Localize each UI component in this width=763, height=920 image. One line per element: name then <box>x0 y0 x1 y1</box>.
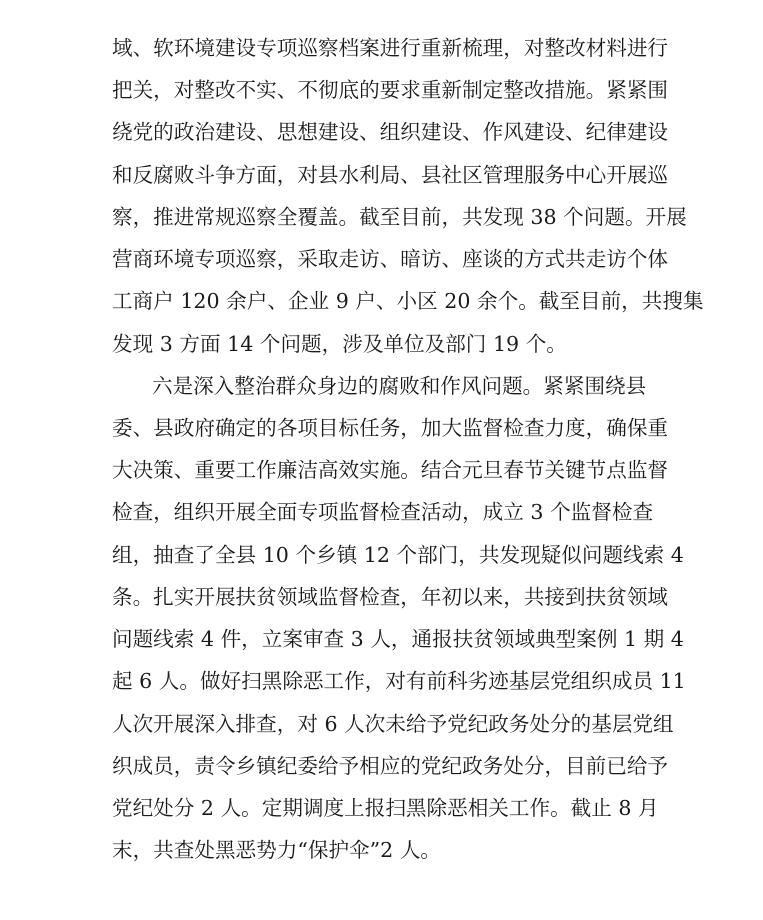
text-line: 营商环境专项巡察，采取走访、暗访、座谈的方式共走访个体 <box>112 247 669 271</box>
text-line: 条。扎实开展扶贫领域监督检查，年初以来，共接到扶贫领域 <box>112 585 669 609</box>
paragraph-first-line: 六是深入整治群众身边的腐败和作风问题。紧紧围绕县 <box>152 374 647 398</box>
text-line: 察，推进常规巡察全覆盖。截至目前，共发现 38 个问题。开展 <box>112 205 687 229</box>
text-line: 发现 3 方面 14 个问题，涉及单位及部门 19 个。 <box>112 332 567 356</box>
text-line: 检查，组织开展全面专项监督检查活动，成立 3 个监督检查 <box>112 500 654 524</box>
text-line: 问题线索 4 件，立案审查 3 人，通报扶贫领域典型案例 1 期 4 <box>112 627 684 651</box>
text-line: 域、软环境建设专项巡察档案进行重新梳理，对整改材料进行 <box>112 36 669 60</box>
text-line: 织成员，责令乡镇纪委给予相应的党纪政务处分，目前已给予 <box>112 754 669 778</box>
text-line: 和反腐败斗争方面，对县水利局、县社区管理服务中心开展巡 <box>112 163 669 187</box>
text-line: 党纪处分 2 人。定期调度上报扫黑除恶相关工作。截止 8 月 <box>112 796 659 820</box>
text-line: 工商户 120 余户、企业 9 户、小区 20 余个。截至目前，共搜集 <box>112 289 704 313</box>
text-line: 大决策、重要工作廉洁高效实施。结合元旦春节关键节点监督 <box>112 458 669 482</box>
text-line: 末，共查处黑恶势力“保护伞”2 人。 <box>112 838 442 862</box>
text-line: 组，抽查了全县 10 个乡镇 12 个部门，共发现疑似问题线索 4 <box>112 543 684 567</box>
text-line: 委、县政府确定的各项目标任务，加大监督检查力度，确保重 <box>112 416 669 440</box>
text-line: 绕党的政治建设、思想建设、组织建设、作风建设、纪律建设 <box>112 120 669 144</box>
text-line: 人次开展深入排查，对 6 人次未给予党纪政务处分的基层党组 <box>112 712 674 736</box>
text-line: 把关，对整改不实、不彻底的要求重新制定整改措施。紧紧围 <box>112 78 669 102</box>
text-line: 起 6 人。做好扫黑除恶工作，对有前科劣迹基层党组织成员 11 <box>112 669 686 693</box>
